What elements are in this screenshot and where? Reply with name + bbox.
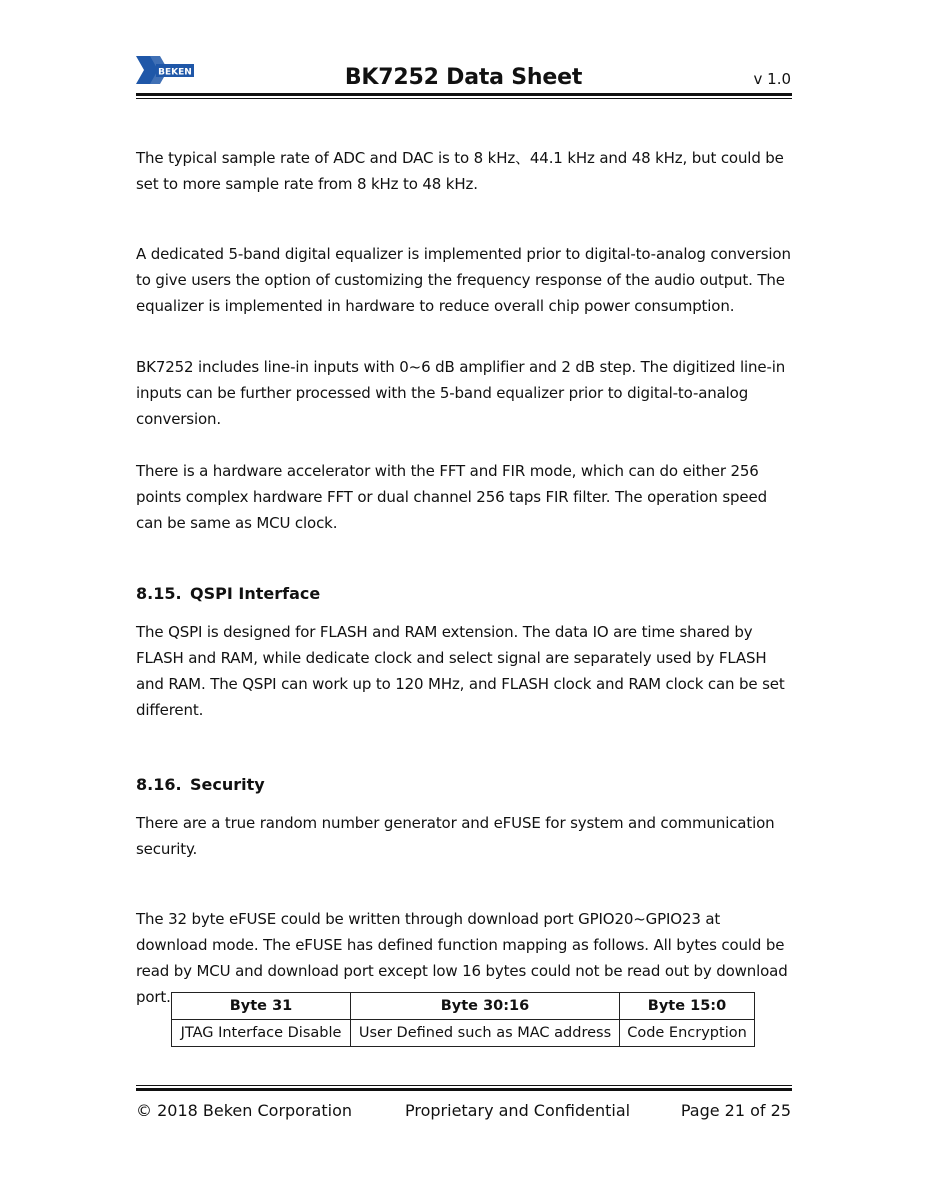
table-row	[172, 1020, 755, 1047]
table-header-cell: Byte 15:0	[620, 993, 755, 1020]
footer-page-number: Page 21 of 25	[680, 1101, 791, 1120]
section-title: Security	[190, 775, 265, 794]
table-header-cell: Byte 30:16	[351, 993, 620, 1020]
paragraph-security: There are a true random number generator and eFUSE for system and communication security.	[136, 814, 775, 858]
document-title: BK7252 Data Sheet	[344, 65, 583, 90]
paragraph-efuse: The 32 byte eFUSE could be written through download port GPIO20~GPIO23 at download mode. The eFUSE has defined function mapping as follows. All bytes could be read by MCU and download port except low 16 bytes could not be read out by download port.	[136, 910, 788, 1006]
paragraph-equalizer: A dedicated 5-band digital equalizer is implemented prior to digital-to-analog conversion to give users the option of customizing the frequency response of the audio output. The equalizer is implemented in hardware to reduce overall chip power consumption.	[136, 245, 791, 315]
table-cell: JTAG Interface Disable	[172, 1020, 351, 1047]
paragraph-qspi: The QSPI is designed for FLASH and RAM extension. The data IO are time shared by FLASH and RAM, while dedicate clock and select signal are separately used by FLASH and RAM. The QSPI can work up to 120 MHz, and FLASH clock and RAM clock can be set different.	[136, 623, 785, 719]
header-rule-thick	[136, 93, 792, 96]
section-heading-qspi	[136, 583, 320, 605]
table-cell: Code Encryption	[620, 1020, 755, 1047]
section-title: QSPI Interface	[190, 584, 321, 603]
document-version: v 1.0	[753, 70, 791, 88]
header-rule-thin	[136, 98, 792, 99]
table-header-row	[172, 993, 755, 1020]
paragraph-line-in: BK7252 includes line-in inputs with 0~6 dB amplifier and 2 dB step. The digitized line-in inputs can be further processed with the 5-band equalizer prior to digital-to-analog conversion.	[136, 358, 786, 428]
section-heading-security	[136, 774, 265, 796]
footer-rule-thin	[136, 1085, 792, 1086]
table-header-cell: Byte 31	[172, 993, 351, 1020]
efuse-mapping-table	[171, 992, 755, 1047]
table-cell: User Defined such as MAC address	[351, 1020, 620, 1047]
footer-rule-thick	[136, 1088, 792, 1091]
paragraph-sample-rate: The typical sample rate of ADC and DAC is to 8 kHz、44.1 kHz and 48 kHz, but could be set to more sample rate from 8 kHz to 48 kHz.	[136, 149, 784, 193]
paragraph-hardware-accelerator: There is a hardware accelerator with the FFT and FIR mode, which can do either 256 points complex hardware FFT or dual channel 256 taps FIR filter. The operation speed can be same as MCU clock.	[136, 462, 767, 532]
section-number: 8.15.	[136, 584, 182, 603]
logo-text: BEKEN	[158, 67, 192, 78]
section-number: 8.16.	[136, 775, 182, 794]
footer-copyright: © 2018 Beken Corporation	[136, 1101, 352, 1120]
footer-confidential: Proprietary and Confidential	[405, 1101, 631, 1120]
